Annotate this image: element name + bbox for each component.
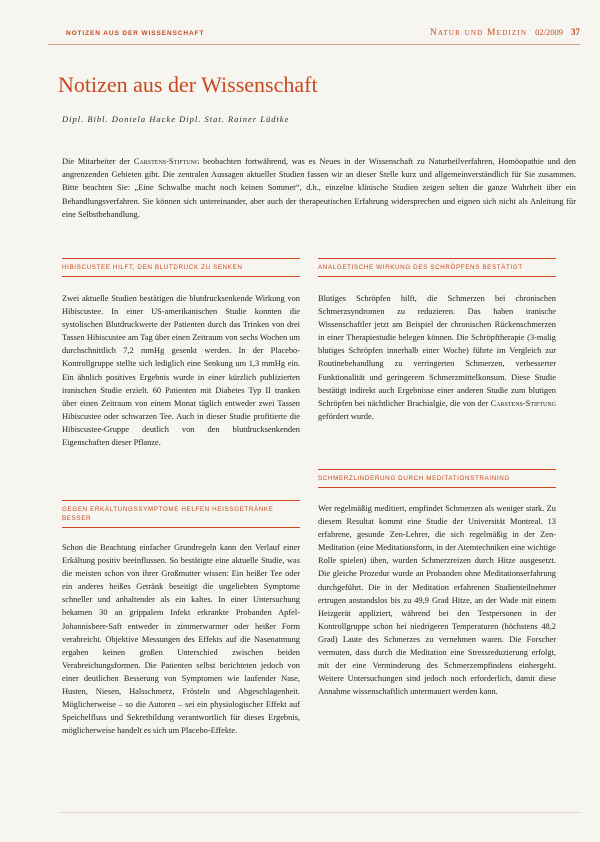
running-header-left: NOTIZEN AUS DER WISSENSCHAFT bbox=[66, 30, 205, 37]
section-heading-rule bbox=[318, 276, 556, 277]
right-column-top bbox=[318, 258, 556, 423]
right-column-bottom bbox=[318, 469, 556, 698]
section-text-meditation: Wer regelmäßig meditiert, empfindet Schmerzen als weniger stark. Zu diesem Resultat kommt eine Studie der Universität Montreal. 13 erfahrene, gesunde Zen-Lehrer, die sich regelmäßig in der Zen-Meditation (eine Meditationsform, in der Atemtechniken eine wichtige Rolle spielen) üben, wurden Schmerzreizen durch Hitze ausgesetzt. Die gleiche Prozedur wurde an Probanden ohne Meditationserfahrung durchgeführt. Die in der Meditation erfahrenen Studienteilnehmer ertrugen anstandslos bis zu 49,9 Grad Hitze, an der Wade mit einem Heizgerät appliziert, während bei den Testpersonen in der Kontrollgruppe schon bei niedrigeren Temperaturen (höchstens 48,2 Grad) Laute des Schmerzes zu vernehmen waren. Die Forscher vermuten, dass durch die Meditation eine Stressreduzierung erfolgt, mit der eine Verminderung des Schmerzempfindens einhergeht. Weitere Untersuchungen sind jedoch noch erforderlich, damit diese Annahme wissenschaftlich untermauert werden kann. bbox=[318, 504, 556, 697]
intro-text-end: beobachten fortwährend, was es Neues in der Wissenschaft zu Naturheilverfahren, Homöopathie und den angrenzenden Gebieten gibt. Die zentralen Aussagen aktueller Studien fassen wir an dieser Stelle kurz und allgemeinverständlich für Sie zusammen. Bitte beachten Sie: „Eine Schwalbe macht noch keinen Sommer“, d.h., einzelne klinische Studien zeigen selten die ganze Wahrheit über ein Behandlungsverfahren. Sie können sich untereinander, aber auch der therapeutischen Erfahrung widersprechen und eignen sich nicht als Anleitung für eine Selbstbehandlung. bbox=[62, 157, 576, 219]
section-heading-cupping-text: ANALGETISCHE WIRKUNG DES SCHRÖPFENS BESTÄTIGT bbox=[318, 264, 523, 271]
left-column-top bbox=[62, 258, 300, 449]
running-header-right bbox=[430, 27, 580, 38]
section-heading-hibiscus-text: HIBISCUSTEE HILFT, DEN BLUTDRUCK ZU SENKEN bbox=[62, 264, 243, 271]
intro-text-start: Die Mitarbeiter der bbox=[62, 157, 134, 166]
cupping-foundation-name: Carstens-Stiftung bbox=[490, 398, 556, 408]
article-title: Notizen aus der Wissenschaft bbox=[58, 72, 318, 97]
section-heading-meditation-text: SCHMERZLINDERUNG DURCH MEDITATIONSTRAINING bbox=[318, 475, 510, 482]
issue-number: 02/2009 bbox=[535, 27, 563, 37]
section-text-cupping bbox=[318, 292, 556, 423]
section-heading-rule bbox=[62, 276, 300, 277]
header-rule bbox=[48, 44, 580, 45]
section-text-hibiscus: Zwei aktuelle Studien bestätigen die blutdrucksenkende Wirkung von Hibiscustee. In einer US-amerikanischen Studie konnten die systolischen Blutdruckwerte der Patienten durch das Trinken von drei Tassen Hibiscustee am Tag über einen Zeitraum von sechs Wochen um durchschnittlich 7,2 mmHg gesenkt werden. In der Placebo-Kontrollgruppe stellte sich lediglich eine Senkung um 1,3 mmHg ein. Ein ähnlich positives Ergebnis wurde in einer kürzlich publizierten iranischen Studie erzielt. 60 Patienten mit Diabetes Typ II tranken über einen Zeitraum von einem Monat täglich entweder zwei Tassen Hibiscustee oder schwarzen Tee. Auch in dieser Studie profitierte die Hibiscustee-Gruppe deutlich von den blutdrucksenkenden Eigenschaften dieser Pflanze. bbox=[62, 294, 300, 448]
intro-foundation-name: Carstens-Stiftung bbox=[133, 157, 200, 166]
section-heading-meditation bbox=[318, 469, 556, 493]
left-column-bottom bbox=[62, 500, 300, 737]
page-number: 37 bbox=[571, 27, 580, 37]
cupping-text-end: gefördert wurde. bbox=[318, 411, 374, 421]
section-heading-cold bbox=[62, 500, 300, 533]
section-heading-cupping bbox=[318, 258, 556, 282]
cupping-text-start: Blutiges Schröpfen hilft, die Schmerzen bei chronischen Schmerzsyndromen zu reduzieren. Das haben iranische Wissenschaftler jetzt am Beispiel der chronischen Rückenschmerzen in einer Therapiestudie belegen können. Die Schröpftherapie (3-malig blutiges Schröpfen innerhalb einer Woche) führte im Vergleich zur Routinebehandlung zu verringerten Schmerzen, verbesserter Funktionalität und geringerem Schmerzmittelkonsum. Diese Studie bestätigt indirekt auch Ergebnisse einer anderen Studie zum blutigen Schröpfen bei nächtlicher Brachialgie, die von der bbox=[318, 294, 556, 408]
section-heading-rule bbox=[318, 487, 556, 488]
footer-rule bbox=[60, 812, 580, 813]
section-text-cold: Schon die Beachtung einfacher Grundregeln kann den Verlauf einer Erkältung positiv beeinflussen. So bestätigte eine aktuelle Studie, was die meisten schon von ihrer Großmutter wissen: Ein heißer Tee oder ein anderes heißes Getränk beseitigt die ungeliebten Symptome schneller und anhaltender als ein kaltes. In einer Untersuchung bekamen 30 an grippalem Infekt erkrankte Probanden Apfel-Johannisbeer-Saft entweder in zimmerwarmer oder heißer Form verabreicht. Objektive Messungen des Effekts auf die Nasenatmung ergaben keinen großen Unterschied zwischen beiden Verabreichungsformen. Die Patienten selbst berichteten jedoch von einer deutlichen Besserung von Symptomen wie laufender Nase, Husten, Niesen, Halsschmerz, Frösteln und Abgeschlagenheit. Möglicherweise – so die Autoren – sei ein physiologischer Effekt auf Speichelfluss und Sekretbildung verantwortlich für dieses Ergebnis, möglicherweise handelt es sich um Placebo-Effekte. bbox=[62, 543, 300, 736]
section-heading-hibiscus bbox=[62, 258, 300, 282]
magazine-name: Natur und Medizin bbox=[429, 28, 528, 38]
article-authors: Dipl. Bibl. Doniela Hacke Dipl. Stat. Rainer Lüdtke bbox=[62, 114, 290, 124]
section-heading-cold-text: GEGEN ERKÄLTUNGSSYMPTOME HELFEN HEISSGETRÄNKE BESSER bbox=[62, 506, 274, 522]
section-heading-rule bbox=[62, 527, 300, 528]
article-intro bbox=[62, 155, 576, 221]
